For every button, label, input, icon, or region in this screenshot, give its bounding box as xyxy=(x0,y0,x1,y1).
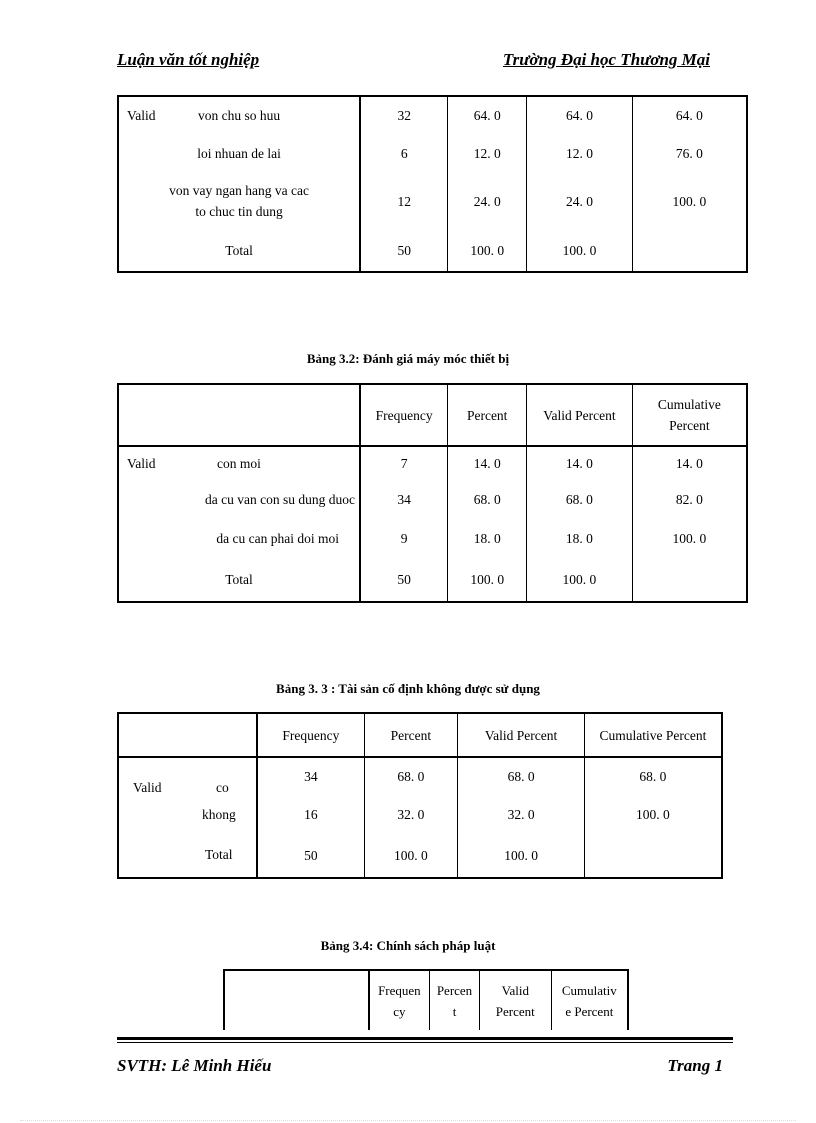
header-frequency-line1: Frequen xyxy=(378,982,421,998)
header-percent xyxy=(430,970,480,1030)
valid-percent-cell: 12. 0 xyxy=(527,133,633,173)
group-label: Valid xyxy=(127,107,156,123)
cumulative-percent-cell: 82. 0 xyxy=(632,479,747,519)
frequency-cell: 34 xyxy=(360,479,448,519)
percent-cell: 68. 0 xyxy=(448,479,527,519)
table-row xyxy=(118,519,747,558)
header-frequency xyxy=(369,970,430,1030)
header-frequency-line2: cy xyxy=(393,1003,406,1019)
frequency-cell: 50 xyxy=(257,834,364,878)
table-legal-policy xyxy=(223,969,629,1030)
table-row xyxy=(118,446,747,479)
group-label: Valid xyxy=(133,779,162,795)
cumulative-percent-cell xyxy=(632,229,747,272)
cumulative-percent-cell: 100. 0 xyxy=(632,519,747,558)
header-frequency: Frequency xyxy=(360,384,448,446)
table-row xyxy=(118,96,747,133)
row-label-line2: to chuc tin dung xyxy=(195,204,283,219)
header-thesis-title: Luận văn tốt nghiệp xyxy=(117,50,260,69)
frequency-cell: 34 xyxy=(257,757,364,795)
percent-cell: 100. 0 xyxy=(448,558,527,602)
row-label: Total xyxy=(225,242,253,258)
row-label: con moi xyxy=(217,455,261,471)
table-header-row xyxy=(224,970,628,1030)
row-label: von chu so huu xyxy=(198,107,281,123)
header-valid-percent: Valid Percent xyxy=(458,713,585,757)
header-valid-percent: Valid Percent xyxy=(527,384,633,446)
valid-percent-cell: 68. 0 xyxy=(527,479,633,519)
table-row xyxy=(118,558,747,602)
table-header-row xyxy=(118,384,747,446)
page-edge xyxy=(20,1120,796,1121)
valid-percent-cell: 18. 0 xyxy=(527,519,633,558)
frequency-cell: 12 xyxy=(360,173,448,229)
table-header-row xyxy=(118,713,722,757)
table-unused-fixed-assets xyxy=(117,712,723,879)
table-row xyxy=(118,757,722,795)
row-label: da cu can phai doi moi xyxy=(216,531,339,546)
valid-percent-cell: 14. 0 xyxy=(527,446,633,479)
cumulative-percent-cell: 100. 0 xyxy=(632,173,747,229)
cumulative-percent-cell: 64. 0 xyxy=(632,96,747,133)
header-valid-percent xyxy=(479,970,551,1030)
row-label-cell xyxy=(118,757,257,795)
header-frequency: Frequency xyxy=(257,713,364,757)
table-row xyxy=(118,173,747,229)
row-label-cell xyxy=(118,834,257,878)
frequency-cell: 50 xyxy=(360,229,448,272)
row-label: von vay ngan hang va cac xyxy=(169,183,309,198)
header-cumulative-percent: Cumulative Percent xyxy=(584,713,722,757)
valid-percent-cell: 64. 0 xyxy=(527,96,633,133)
valid-percent-cell: 32. 0 xyxy=(458,795,585,834)
percent-cell: 12. 0 xyxy=(448,133,527,173)
table-caption: Bảng 3.4: Chính sách pháp luật xyxy=(320,938,496,953)
header-empty-cell xyxy=(118,384,360,446)
header-empty-cell xyxy=(224,970,369,1030)
row-label: Total xyxy=(225,572,253,587)
header-percent-line1: Percen xyxy=(436,982,473,998)
frequency-cell: 7 xyxy=(360,446,448,479)
valid-percent-cell: 68. 0 xyxy=(458,757,585,795)
row-label: co xyxy=(216,779,229,795)
table-row xyxy=(118,834,722,878)
percent-cell: 64. 0 xyxy=(448,96,527,133)
table-row xyxy=(118,229,747,272)
percent-cell: 18. 0 xyxy=(448,519,527,558)
row-label: khong xyxy=(202,807,236,822)
header-university: Trường Đại học Thương Mại xyxy=(502,50,710,69)
valid-percent-cell: 100. 0 xyxy=(527,558,633,602)
header-cumulative-line2: Percent xyxy=(669,418,710,433)
header-valid-line2: Percent xyxy=(495,1003,535,1019)
percent-cell: 14. 0 xyxy=(448,446,527,479)
frequency-cell: 50 xyxy=(360,558,448,602)
footer-rule-thick xyxy=(117,1037,733,1040)
row-label-cell xyxy=(118,173,360,229)
table-row xyxy=(118,479,747,519)
header-percent: Percent xyxy=(448,384,527,446)
table-row xyxy=(118,133,747,173)
header-cumulative-percent xyxy=(551,970,628,1030)
header-cumulative-line1: Cumulative xyxy=(657,397,721,412)
valid-percent-cell: 100. 0 xyxy=(527,229,633,272)
header-valid-line1: Valid xyxy=(501,982,530,998)
header-cumulative-percent xyxy=(632,384,747,446)
cumulative-percent-cell: 14. 0 xyxy=(632,446,747,479)
footer-page-number: Trang 1 xyxy=(667,1056,723,1075)
table-caption: Bảng 3.2: Đánh giá máy móc thiết bị xyxy=(306,351,510,366)
table-equipment-assessment xyxy=(117,383,748,603)
percent-cell: 100. 0 xyxy=(364,834,458,878)
footer-rule-thin xyxy=(117,1042,733,1043)
cumulative-percent-cell: 76. 0 xyxy=(632,133,747,173)
valid-percent-cell: 100. 0 xyxy=(458,834,585,878)
row-label: Total xyxy=(205,847,233,862)
header-cumulative-line1: Cumulativ xyxy=(561,982,617,998)
percent-cell: 100. 0 xyxy=(448,229,527,272)
header-cumulative-line2: e Percent xyxy=(565,1003,614,1019)
percent-cell: 68. 0 xyxy=(364,757,458,795)
header-percent: Percent xyxy=(364,713,458,757)
percent-cell: 32. 0 xyxy=(364,795,458,834)
row-label: loi nhuan de lai xyxy=(197,145,281,161)
frequency-cell: 32 xyxy=(360,96,448,133)
header-empty-cell xyxy=(118,713,257,757)
frequency-cell: 6 xyxy=(360,133,448,173)
table-row xyxy=(118,795,722,834)
frequency-cell: 9 xyxy=(360,519,448,558)
group-label: Valid xyxy=(127,455,156,471)
cumulative-percent-cell: 100. 0 xyxy=(584,795,722,834)
frequency-cell: 16 xyxy=(257,795,364,834)
row-label-cell xyxy=(118,96,360,133)
percent-cell: 24. 0 xyxy=(448,173,527,229)
table-caption: Bảng 3. 3 : Tài sản cố định không được sử dụng xyxy=(276,681,540,696)
table-capital-sources xyxy=(117,95,748,273)
header-percent-line2: t xyxy=(452,1003,457,1019)
valid-percent-cell: 24. 0 xyxy=(527,173,633,229)
row-label: da cu van con su dung duoc xyxy=(204,491,355,507)
cumulative-percent-cell: 68. 0 xyxy=(584,757,722,795)
cumulative-percent-cell xyxy=(584,834,722,878)
row-label-cell xyxy=(118,446,360,479)
cumulative-percent-cell xyxy=(632,558,747,602)
row-label-cell xyxy=(118,795,257,834)
footer-student-name: SVTH: Lê Minh Hiếu xyxy=(117,1056,272,1075)
